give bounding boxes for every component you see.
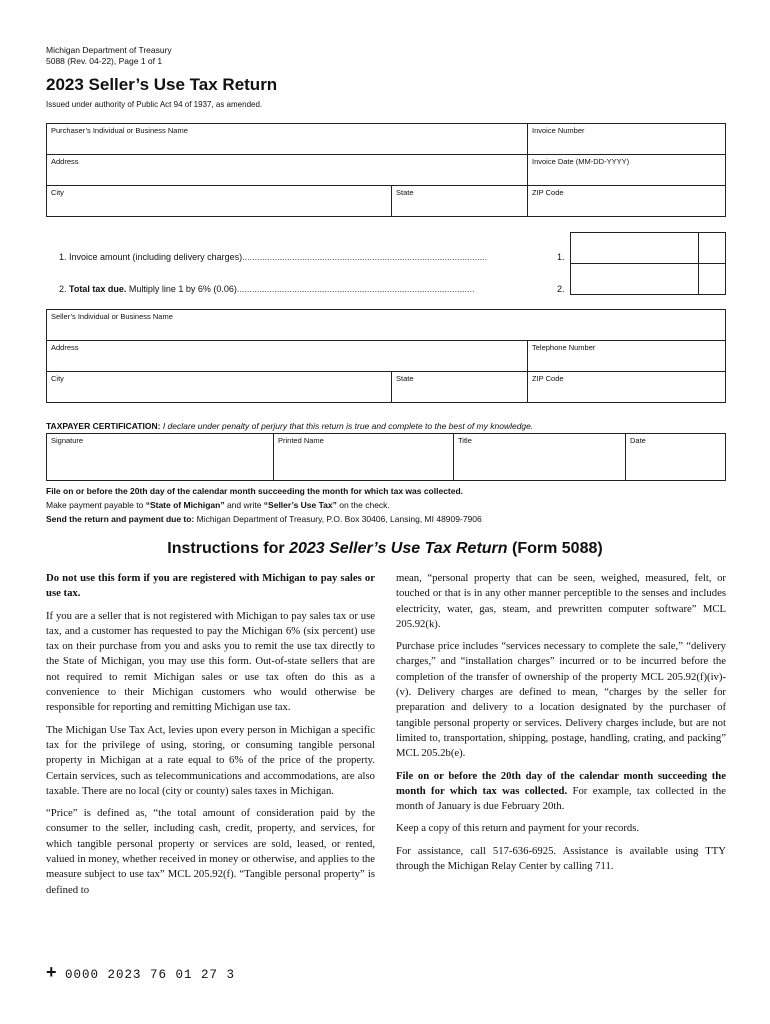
line-2-amount-input[interactable] [570, 263, 699, 295]
invoice-number-label: Invoice Number [532, 126, 585, 135]
printed-name-label: Printed Name [278, 436, 324, 445]
purchaser-state-field[interactable] [391, 185, 528, 217]
certification-heading: TAXPAYER CERTIFICATION: [46, 421, 161, 431]
form-scan-code [46, 962, 235, 983]
line-2-total-tax [59, 284, 541, 294]
seller-name-label: Seller’s Individual or Business Name [51, 312, 173, 321]
instructions-left-column [46, 571, 375, 905]
certification-text: I declare under penalty of perjury that this return is true and complete to the best of my knowledge. [160, 421, 534, 431]
purchaser-address-label: Address [51, 157, 79, 166]
line-2-bold-label: Total tax due. [69, 284, 127, 294]
taxpayer-certification [46, 421, 533, 431]
instructions-paragraph: Keep a copy of this return and payment for your records. [396, 822, 640, 835]
seller-name-field[interactable] [46, 309, 726, 341]
instructions-title [0, 540, 770, 558]
printed-name-field[interactable] [273, 433, 454, 481]
purchaser-city-field[interactable] [46, 185, 392, 217]
purchaser-name-field[interactable] [46, 123, 528, 155]
seller-city-label: City [51, 374, 64, 383]
page-title: 2023 Seller’s Use Tax Return [46, 75, 278, 94]
date-label: Date [630, 436, 646, 445]
instructions-title-suffix: (Form 5088) [507, 540, 603, 557]
instructions-paragraph: For assistance, call 517-636-6925. Assistance is available using TTY through the Michigan Relay Center by calling 711. [396, 844, 726, 873]
instructions-deadline-paragraph [396, 769, 726, 815]
instructions-paragraph: Purchase price includes “services necessary to complete the sale,” “delivery charges,” and “installation charges” incurred or to be incurred before the completion of the transfer of ownership of the property MCL 205.92(f)(iv)-(v). Delivery charges are defined to mean, “charges by the seller for preparation and delivery to a location designated by the purchaser of tangible personal property or services. Delivery charges include, but are not limited to, transportation, shipping, postage, handling, crating, and packing” MCL 205.2b(e). [396, 640, 726, 760]
payable-mid: and write [224, 500, 264, 510]
invoice-date-field[interactable] [527, 154, 726, 186]
seller-city-field[interactable] [46, 371, 392, 403]
invoice-date-label: Invoice Date (MM-DD-YYYY) [532, 157, 630, 166]
send-address: Michigan Department of Treasury, P.O. Box 30406, Lansing, MI 48909-7906 [194, 514, 482, 524]
purchaser-address-field[interactable] [46, 154, 528, 186]
line-1-label: 1. Invoice amount (including delivery charges) [59, 252, 243, 262]
seller-state-label: State [396, 374, 414, 383]
line-2-leader: ............................................................................................... [236, 284, 475, 294]
purchaser-name-label: Purchaser’s Individual or Business Name [51, 126, 188, 135]
payable-suffix: on the check. [336, 500, 390, 510]
plus-icon: + [46, 962, 57, 982]
seller-zip-label: ZIP Code [532, 374, 564, 383]
purchaser-state-label: State [396, 188, 414, 197]
line-1-cents-input[interactable] [698, 232, 726, 264]
invoice-number-field[interactable] [527, 123, 726, 155]
signature-field[interactable] [46, 433, 274, 481]
line-1-invoice-amount [59, 252, 541, 262]
title-field[interactable] [453, 433, 626, 481]
seller-address-label: Address [51, 343, 79, 352]
seller-zip-field[interactable] [527, 371, 726, 403]
purchaser-city-label: City [51, 188, 64, 197]
title-label: Title [458, 436, 472, 445]
line-2-number: 2. [557, 284, 565, 294]
payable-prefix: Make payment payable to [46, 500, 146, 510]
instructions-deadline-bold: File on or before the 20th day of the calendar month succeeding the month for which tax was collected. [396, 769, 726, 797]
line-1-number: 1. [557, 252, 565, 262]
signature-label: Signature [51, 436, 84, 445]
mailing-address [46, 514, 482, 524]
form-header [46, 45, 172, 67]
purchaser-zip-field[interactable] [527, 185, 726, 217]
send-label: Send the return and payment due to: [46, 514, 195, 524]
agency-name: Michigan Department of Treasury [46, 45, 172, 55]
line-2-cents-input[interactable] [698, 263, 726, 295]
instructions-paragraph: “Price” is defined as, “the total amount of consideration paid by the consumer to the seller, including cash, credit, property, and services, for which tangible personal property or services are sold, leased, or rented, valued in money, whether received in money or otherwise, and applies to the measure subject to use tax” MCL 205.92(f). “Tangible personal property” is defined to [46, 807, 375, 896]
payable-to: “State of Michigan” [145, 500, 225, 510]
line-1-amount-input[interactable] [570, 232, 699, 264]
scan-code-digits: 0000 2023 76 01 27 3 [56, 968, 236, 982]
seller-telephone-field[interactable] [527, 340, 726, 372]
payable-write: “Seller’s Use Tax” [263, 500, 337, 510]
seller-telephone-label: Telephone Number [532, 343, 596, 352]
instructions-title-prefix: Instructions for [167, 540, 290, 557]
line-2-label: Multiply line 1 by 6% (0.06) [126, 284, 237, 294]
filing-deadline: File on or before the 20th day of the calendar month succeeding the month for which tax was collected. [46, 486, 464, 496]
instructions-warning: Do not use this form if you are registered with Michigan to pay sales or use tax. [46, 572, 375, 600]
instructions-deadline-rest: For example, tax collected in the month of January is due February 20th. [396, 784, 726, 813]
instructions-paragraph: If you are a seller that is not registered with Michigan to pay sales tax or use tax, and a customer has requested to pay the Michigan 6% (six percent) use tax on their purchase from you and asks you to remit the use tax directly to the State of Michigan, you may use this form. Out-of-state sellers that are not required to remit Michigan sales or use tax often do this as a convenience to their Michigan customers who would otherwise be responsible for reporting and remitting Michigan use tax. [46, 609, 375, 714]
instructions-paragraph: The Michigan Use Tax Act, levies upon every person in Michigan a specific tax for the privilege of using, storing, or consuming tangible personal property in Michigan at a rate equal to 6% of the price of the property. Certain services, such as telecommunications and accommodations, are also taxable. There are no local (city or county) sales taxes in Michigan. [46, 723, 375, 797]
seller-state-field[interactable] [391, 371, 528, 403]
instructions-paragraph: mean, “personal property that can be seen, weighed, measured, felt, or touched or that is in any other manner perceptible to the senses and includes electricity, water, gas, steam, and prewritten computer software” MCL 205.92(k). [396, 572, 726, 630]
instructions-title-italic: 2023 Seller’s Use Tax Return [289, 540, 508, 557]
date-field[interactable] [625, 433, 726, 481]
line-2-prefix: 2. [59, 284, 70, 294]
line-1-leader: .................................................................................................. [242, 252, 488, 262]
seller-address-field[interactable] [46, 340, 528, 372]
payment-payable [46, 500, 390, 510]
purchaser-zip-label: ZIP Code [532, 188, 564, 197]
issued-authority: Issued under authority of Public Act 94 of 1937, as amended. [46, 100, 263, 109]
form-revision: 5088 (Rev. 04-22), Page 1 of 1 [46, 56, 163, 66]
instructions-right-column [396, 571, 726, 881]
